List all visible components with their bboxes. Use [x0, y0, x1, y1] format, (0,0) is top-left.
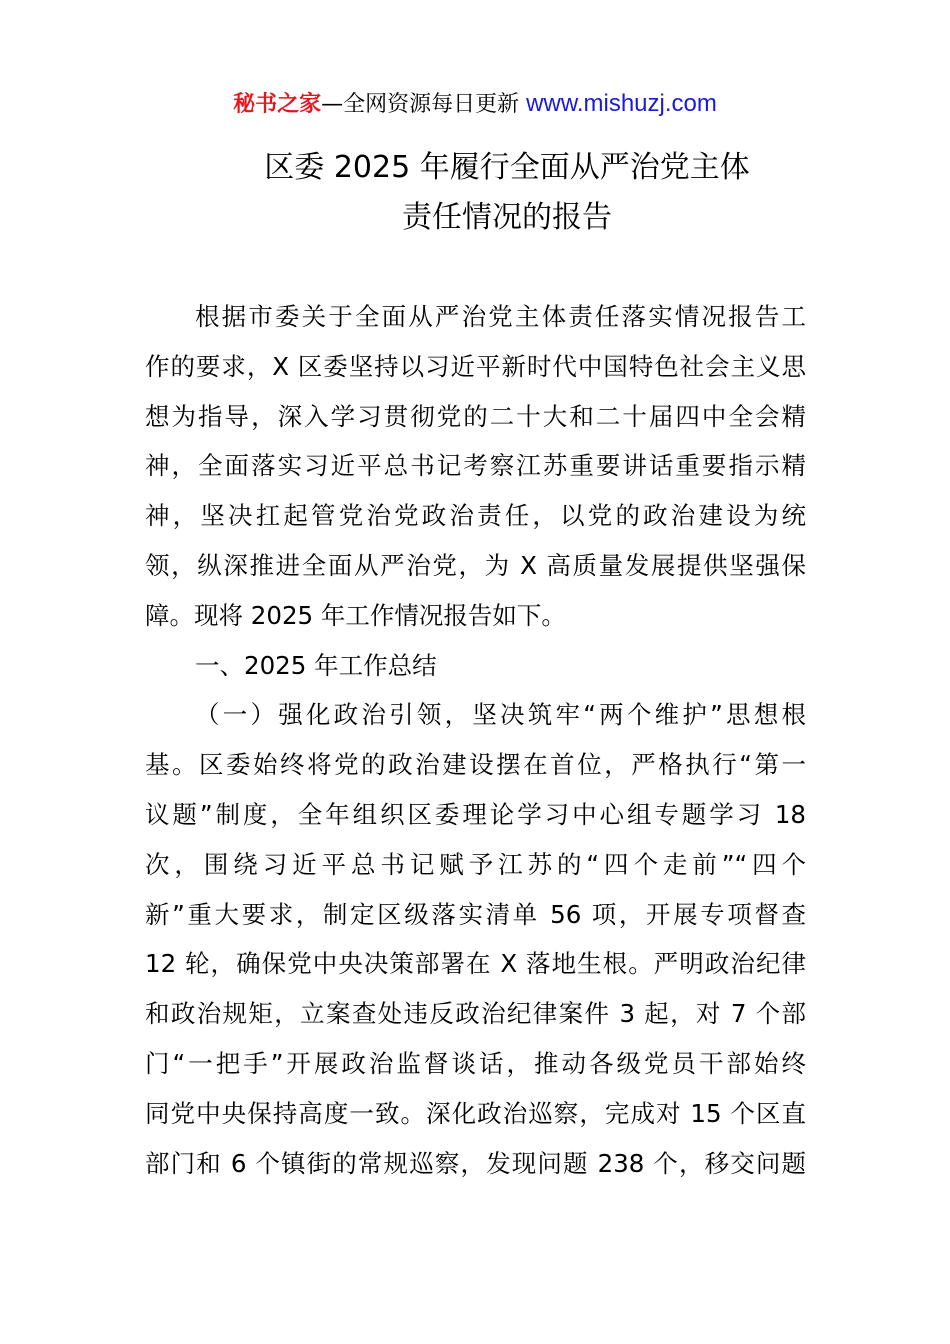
paragraph-line: 领，纵深推进全面从严治党，为 X 高质量发展提供坚强保 — [145, 550, 806, 580]
paragraph-line: 神，全面落实习近平总书记考察江苏重要讲话重要指示精 — [145, 451, 806, 481]
document-title-line-2: 责任情况的报告 — [402, 200, 612, 235]
paragraph-line: 神，坚决扛起管党治党政治责任，以党的政治建设为统 — [145, 501, 806, 531]
site-url[interactable]: www.mishuzj.com — [526, 90, 717, 117]
paragraph-line: 部门和 6 个镇街的常规巡察，发现问题 238 个，移交问题 — [145, 1148, 806, 1178]
document-body — [145, 292, 806, 1188]
site-header — [0, 88, 950, 121]
subsection-heading-line: （一）强化政治引领，坚决筑牢“两个维护”思想根 — [195, 700, 806, 730]
paragraph-line: 基。区委始终将党的政治建设摆在首位，严格执行“第一 — [145, 750, 806, 780]
paragraph-line: 障。现将 2025 年工作情况报告如下。 — [145, 600, 566, 630]
section-heading: 一、2025 年工作总结 — [195, 650, 437, 680]
paragraph-line: 作的要求，X 区委坚持以习近平新时代中国特色社会主义思 — [145, 351, 806, 381]
header-tagline: —全网资源每日更新 — [321, 92, 527, 117]
paragraph-line: 根据市委关于全面从严治党主体责任落实情况报告工 — [195, 302, 806, 331]
paragraph-line: 门“一把手”开展政治监督谈话，推动各级党员干部始终 — [145, 1048, 806, 1078]
paragraph-line: 12 轮，确保党中央决策部署在 X 落地生根。严明政治纪律 — [145, 949, 806, 979]
paragraph-line: 新”重大要求，制定区级落实清单 56 项，开展专项督查 — [145, 899, 806, 929]
paragraph-line: 议题”制度，全年组织区委理论学习中心组专题学习 18 — [145, 799, 806, 829]
paragraph-line: 和政治规矩，立案查处违反政治纪律案件 3 起，对 7 个部 — [145, 999, 806, 1029]
paragraph-line: 想为指导，深入学习贯彻党的二十大和二十届四中全会精 — [145, 401, 806, 431]
document-title-line-1: 区委 2025 年履行全面从严治党主体 — [264, 150, 750, 185]
brand-name: 秘书之家 — [233, 92, 322, 117]
paragraph-line: 同党中央保持高度一致。深化政治巡察，完成对 15 个区直 — [145, 1098, 806, 1128]
paragraph-line: 次，围绕习近平总书记赋予江苏的“四个走前”“四个 — [145, 849, 806, 879]
